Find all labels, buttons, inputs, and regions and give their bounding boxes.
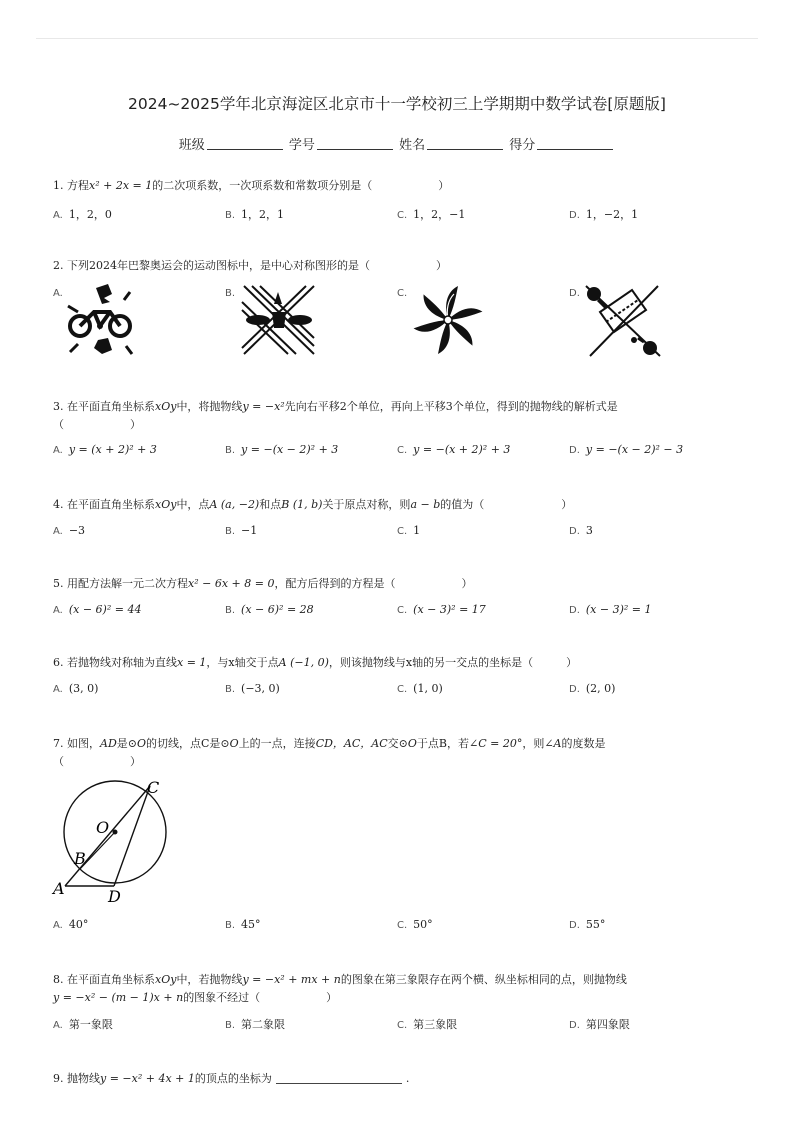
- class-blank[interactable]: [207, 137, 283, 150]
- question-text: 中，将抛物线: [176, 400, 243, 413]
- question-number: 8.: [53, 973, 64, 986]
- option-value: 1，2，0: [68, 208, 112, 221]
- question-text: ，配方后得到的方程是（ ）: [274, 577, 473, 590]
- question-text: 和点: [259, 498, 282, 511]
- question-5: [53, 575, 472, 593]
- option-value: (3, 0): [68, 682, 99, 695]
- question-text: 方程: [67, 179, 89, 192]
- option-value: 1，−2，1: [585, 208, 639, 221]
- option-b[interactable]: [225, 682, 280, 695]
- answer-bracket: （ ）: [53, 755, 141, 768]
- math-expression: xOy: [155, 498, 177, 511]
- option-a[interactable]: [53, 443, 157, 456]
- table-tennis-icon: [582, 282, 664, 360]
- label-o: O: [96, 818, 110, 837]
- option-value: 3: [585, 524, 593, 537]
- question-number: 7.: [53, 737, 64, 750]
- answer-bracket: （ ）: [53, 418, 141, 431]
- label-a: A: [53, 879, 65, 898]
- option-label: B.: [225, 605, 236, 616]
- math-expression: O: [136, 737, 147, 750]
- option-label: D.: [569, 920, 580, 931]
- option-value: 1，2，−1: [413, 208, 466, 221]
- question-text: 在平面直角坐标系: [67, 498, 155, 511]
- option-d[interactable]: [569, 206, 638, 222]
- equation: x² − 6x + 8 = 0: [188, 577, 275, 590]
- pinwheel-icon: [410, 282, 486, 358]
- question-2: [53, 257, 447, 275]
- option-d[interactable]: [569, 682, 615, 695]
- option-value: 第四象限: [585, 1018, 630, 1031]
- score-blank[interactable]: [537, 137, 613, 150]
- option-label: D.: [569, 288, 580, 299]
- option-a[interactable]: [53, 603, 141, 616]
- option-label: C.: [397, 445, 408, 456]
- option-label: A.: [53, 1020, 63, 1031]
- question-text: 的图象在第三象限存在两个横、纵坐标相同的点，则抛物线: [340, 973, 627, 986]
- option-d[interactable]: [569, 918, 605, 931]
- option-value: (2, 0): [585, 682, 616, 695]
- option-b[interactable]: [225, 524, 257, 537]
- question-3: [53, 398, 618, 434]
- option-value: (x − 6)² = 28: [241, 603, 314, 616]
- option-label: C.: [397, 605, 408, 616]
- name-label: 姓名: [399, 138, 426, 153]
- option-a[interactable]: [53, 524, 85, 537]
- option-value: 55°: [585, 918, 606, 931]
- option-value: −1: [241, 524, 258, 537]
- question-text: 的度数是: [561, 737, 606, 750]
- option-label: C.: [397, 288, 408, 299]
- math-expression: xOy: [155, 973, 177, 986]
- option-label: A.: [53, 288, 63, 299]
- math-expression: y = −x²: [242, 400, 285, 413]
- equation: y = −x² + 4x + 1: [100, 1072, 195, 1085]
- question-text: 中，点: [176, 498, 210, 511]
- option-label: D.: [569, 526, 580, 537]
- option-a[interactable]: [53, 206, 112, 222]
- option-label: C.: [397, 1020, 408, 1031]
- question-text: 的值为（ ）: [440, 498, 573, 511]
- math-expression: a − b: [410, 498, 441, 511]
- question-text: 在平面直角坐标系: [67, 973, 155, 986]
- question-8: [53, 971, 627, 1007]
- option-b[interactable]: [225, 206, 284, 222]
- option-value: 1，2，1: [241, 208, 285, 221]
- question-4: [53, 496, 572, 514]
- math-expression: y = −x² + mx + n: [242, 973, 341, 986]
- option-label: A.: [53, 210, 63, 221]
- option-label: B.: [225, 445, 236, 456]
- circle-tangent-figure: [50, 776, 180, 906]
- option-label: B.: [225, 920, 236, 931]
- cycling-icon: [64, 282, 136, 358]
- question-text: 中，若抛物线: [176, 973, 243, 986]
- question-number: 9.: [53, 1072, 64, 1085]
- option-value: y = (x + 2)² + 3: [68, 443, 157, 456]
- question-text: 交⊙: [387, 737, 408, 750]
- option-label: B.: [225, 526, 236, 537]
- question-number: 4.: [53, 498, 64, 511]
- question-text: 先向右平移2个单位，再向上平移3个单位，得到的抛物线的解析式是: [284, 400, 618, 413]
- option-label: D.: [569, 1020, 580, 1031]
- question-text: 抛物线: [67, 1072, 100, 1085]
- option-b[interactable]: [225, 918, 261, 931]
- option-c[interactable]: [397, 603, 486, 616]
- question-text: 关于原点对称，则: [322, 498, 411, 511]
- option-b[interactable]: [225, 603, 314, 616]
- option-label: B.: [225, 210, 236, 221]
- top-rule: [36, 38, 758, 39]
- option-value: 50°: [413, 918, 433, 931]
- option-label: C.: [397, 920, 408, 931]
- question-text: 是⊙: [116, 737, 137, 750]
- math-expression: AD: [100, 737, 117, 750]
- option-value: 第三象限: [413, 1018, 458, 1031]
- option-label: D.: [569, 445, 580, 456]
- question-7: [53, 735, 606, 771]
- question-6: [53, 654, 577, 672]
- question-text: 在平面直角坐标系: [67, 400, 155, 413]
- question-text: 的顶点的坐标为: [194, 1072, 272, 1085]
- option-label: B.: [225, 684, 236, 695]
- option-d[interactable]: [569, 1016, 630, 1032]
- question-number: 6.: [53, 656, 64, 669]
- question-text: ，则该抛物线与x轴的另一交点的坐标是（ ）: [328, 656, 578, 669]
- option-value: (1, 0): [413, 682, 443, 695]
- question-text: ，与x轴交于点: [206, 656, 279, 669]
- option-value: 45°: [241, 918, 261, 931]
- label-c: C: [147, 778, 160, 797]
- math-expression: B (1, b): [281, 498, 323, 511]
- math-expression: O: [407, 737, 417, 750]
- option-value: (−3, 0): [241, 682, 280, 695]
- question-text: 用配方法解一元二次方程: [67, 577, 188, 590]
- label-b: B: [74, 849, 86, 868]
- class-label: 班级: [178, 138, 205, 153]
- option-value: y = −(x + 2)² + 3: [413, 443, 511, 456]
- option-value: −3: [68, 524, 86, 537]
- option-value: y = −(x − 2)² + 3: [241, 443, 339, 456]
- option-label: A.: [53, 526, 63, 537]
- question-text: 上的一点，连接: [238, 737, 316, 750]
- option-c[interactable]: [397, 918, 433, 931]
- math-expression: y = −x² − (m − 1)x + n: [53, 991, 184, 1004]
- question-text: ，则: [522, 737, 545, 750]
- math-expression: A (a, −2): [209, 498, 260, 511]
- option-label: B.: [225, 1020, 236, 1031]
- option-value: y = −(x − 2)² − 3: [585, 443, 684, 456]
- option-label: A.: [53, 445, 63, 456]
- question-text: 下列2024年巴黎奥运会的运动图标中，是中心对称图形的是（ ）: [67, 259, 447, 272]
- option-label: D.: [569, 684, 580, 695]
- answer-blank[interactable]: [276, 1071, 402, 1084]
- option-c[interactable]: [397, 682, 443, 695]
- question-text: 如图，: [67, 737, 100, 750]
- option-a[interactable]: [53, 682, 98, 695]
- question-number: 3.: [53, 400, 64, 413]
- math-expression: x = 1: [177, 656, 207, 669]
- question-text: 的切线，点C是⊙: [146, 737, 230, 750]
- question-number: 1.: [53, 179, 64, 192]
- question-number: 2.: [53, 259, 64, 272]
- student-info-line: [0, 134, 794, 153]
- math-expression: O: [229, 737, 239, 750]
- name-blank[interactable]: [427, 137, 503, 150]
- option-label: C.: [397, 526, 408, 537]
- id-blank[interactable]: [317, 137, 393, 150]
- option-b[interactable]: [225, 1016, 285, 1032]
- id-label: 学号: [288, 138, 315, 153]
- option-label: C.: [397, 684, 408, 695]
- option-label: A.: [53, 920, 63, 931]
- question-text: 的二次项系数，一次项系数和常数项分别是（ ）: [152, 179, 450, 192]
- option-a[interactable]: [53, 918, 88, 931]
- page-title: 2024~2025学年北京海淀区北京市十一学校初三上学期期中数学试卷[原题版]: [128, 95, 666, 113]
- option-value: 40°: [68, 918, 89, 931]
- option-value: (x − 6)² = 44: [68, 603, 142, 616]
- option-a[interactable]: [53, 1016, 113, 1032]
- label-d: D: [108, 887, 121, 906]
- option-label: D.: [569, 210, 580, 221]
- option-value: (x − 3)² = 1: [585, 603, 652, 616]
- question-1: [53, 177, 449, 195]
- math-expression: A (−1, 0): [278, 656, 329, 669]
- question-9: [53, 1070, 409, 1088]
- option-b[interactable]: [225, 443, 338, 456]
- option-d[interactable]: [569, 603, 652, 616]
- option-d[interactable]: [569, 524, 593, 537]
- question-text: 的图象不经过（ ）: [183, 991, 338, 1004]
- option-value: (x − 3)² = 17: [413, 603, 486, 616]
- option-value: 1: [413, 524, 421, 537]
- question-text: .: [405, 1072, 410, 1085]
- canoe-icon: [238, 282, 320, 358]
- question-number: 5.: [53, 577, 64, 590]
- math-expression: ∠A: [544, 737, 562, 750]
- option-label: C.: [397, 210, 408, 221]
- option-c[interactable]: [397, 524, 420, 537]
- option-label: A.: [53, 684, 63, 695]
- option-d[interactable]: [569, 443, 683, 456]
- option-label: D.: [569, 605, 580, 616]
- option-c[interactable]: [397, 206, 465, 222]
- math-expression: xOy: [155, 400, 177, 413]
- math-expression: ∠C = 20°: [469, 737, 523, 750]
- equation: x² + 2x = 1: [89, 179, 153, 192]
- option-c[interactable]: [397, 443, 510, 456]
- option-label: A.: [53, 605, 63, 616]
- math-expression: CD，AC，AC: [315, 737, 388, 750]
- option-value: 第一象限: [68, 1018, 113, 1031]
- option-label: B.: [225, 288, 236, 299]
- option-c[interactable]: [397, 1016, 457, 1032]
- option-value: 第二象限: [241, 1018, 286, 1031]
- question-text: 于点B，若: [416, 737, 469, 750]
- question-text: 若抛物线对称轴为直线: [67, 656, 177, 669]
- score-label: 得分: [509, 138, 536, 153]
